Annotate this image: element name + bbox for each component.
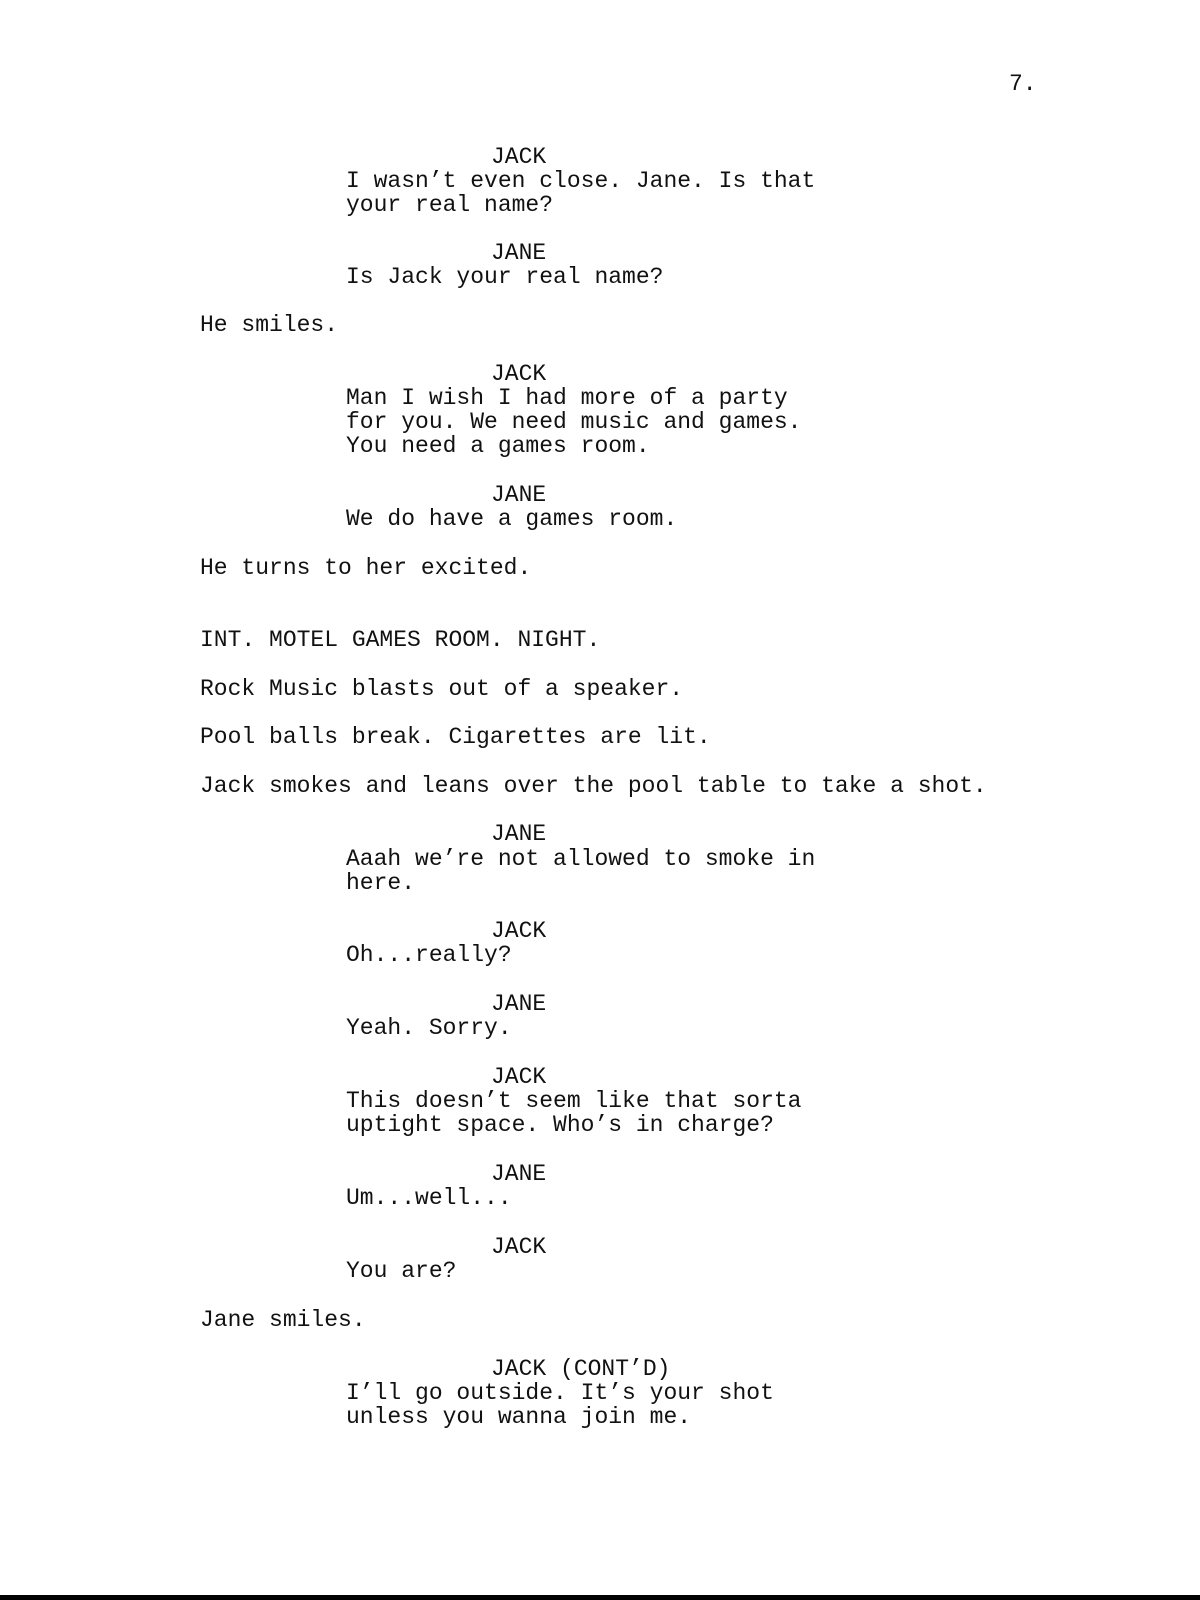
character-cue: JACK <box>491 361 547 387</box>
character-cue: JANE <box>491 240 547 266</box>
dialogue-line: I wasn’t even close. Jane. Is that <box>346 168 816 194</box>
dialogue-line: Man I wish I had more of a party <box>346 385 788 411</box>
character-cue: JACK <box>491 1234 547 1260</box>
dialogue-line: uptight space. Who’s in charge? <box>346 1112 774 1138</box>
dialogue-line: your real name? <box>346 192 554 218</box>
action-line: He turns to her excited. <box>200 555 532 581</box>
action-line: He smiles. <box>200 312 339 338</box>
action-line: Jack smokes and leans over the pool table to take a shot. <box>200 773 987 799</box>
dialogue-line: Oh...really? <box>346 942 512 968</box>
character-cue: JACK <box>491 918 547 944</box>
action-line: Rock Music blasts out of a speaker. <box>200 676 684 702</box>
scene-heading: INT. MOTEL GAMES ROOM. NIGHT. <box>200 627 601 653</box>
dialogue-line: I’ll go outside. It’s your shot <box>346 1380 774 1406</box>
dialogue-line: Aaah we’re not allowed to smoke in <box>346 846 816 872</box>
dialogue-line: Is Jack your real name? <box>346 264 664 290</box>
dialogue-line: for you. We need music and games. <box>346 409 802 435</box>
character-cue: JACK <box>491 1064 547 1090</box>
dialogue-line: We do have a games room. <box>346 506 678 532</box>
page-bottom-border <box>0 1595 1200 1600</box>
character-cue: JANE <box>491 1161 547 1187</box>
action-line: Pool balls break. Cigarettes are lit. <box>200 724 711 750</box>
dialogue-line: You need a games room. <box>346 433 650 459</box>
character-cue: JACK (CONT’D) <box>491 1356 671 1382</box>
dialogue-line: unless you wanna join me. <box>346 1404 692 1430</box>
dialogue-line: Yeah. Sorry. <box>346 1015 512 1041</box>
character-cue: JANE <box>491 821 547 847</box>
character-cue: JANE <box>491 482 547 508</box>
action-line: Jane smiles. <box>200 1307 366 1333</box>
page-number: 7. <box>1009 71 1037 97</box>
dialogue-line: here. <box>346 870 416 896</box>
dialogue-line: This doesn’t seem like that sorta <box>346 1088 802 1114</box>
dialogue-line: You are? <box>346 1258 457 1284</box>
character-cue: JACK <box>491 144 547 170</box>
dialogue-line: Um...well... <box>346 1185 512 1211</box>
character-cue: JANE <box>491 991 547 1017</box>
